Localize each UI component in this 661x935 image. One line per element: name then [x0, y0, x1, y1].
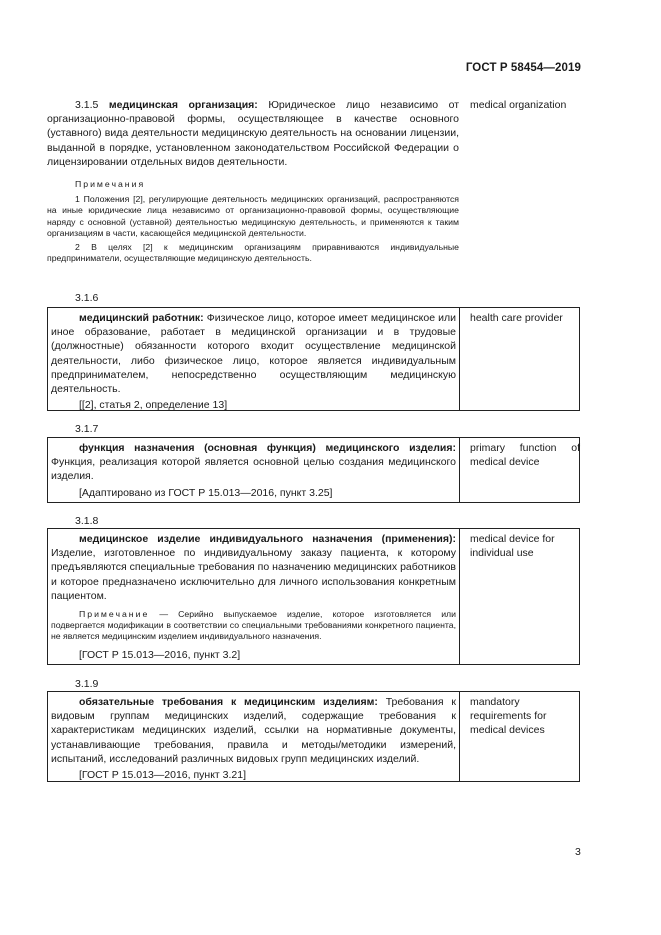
definition-text: Юридическое лицо независимо от организационно-правовой формы, осуществляющее в качестве основного (уставного) вида деятельности медицинскую деятельность на основании лицензии, выданной в порядке, установленном законодательством Российской Федерации о лицензировании отдельных видов деятельности.: [47, 99, 460, 168]
source: [[2], статья 2, определение 13]: [79, 399, 228, 412]
section-3-1-5: [47, 98, 459, 264]
definition-text: Требования к видовым группам медицинских изделий, содержащие требования к характеристикам медицинских изделий, ссылки на нормативные документы, устанавливающие требования, правила и методы/методики измерений, испытаний, исследований различных видовых групп медицинских изделий.: [51, 696, 456, 765]
section-number-3-1-9: 3.1.9: [75, 678, 99, 690]
section-3-1-7: [51, 441, 456, 500]
term: медицинское изделие индивидуального назначения (применения):: [79, 533, 456, 545]
definition-3-1-8: [51, 532, 456, 603]
definition-3-1-6: [51, 311, 456, 396]
note-text: — Серийно выпускаемое изделие, которое изготовляется или подвергается модификации в соответствии со специальными требованиями конкретного пациента, не является медицинским изделием индивидуального назначения.: [51, 609, 456, 642]
english-term-3-1-6: health care provider: [470, 312, 563, 324]
source: [Адаптировано из ГОСТ Р 15.013—2016, пункт 3.25]: [79, 486, 333, 499]
term: функция назначения (основная функция) медицинского изделия:: [79, 442, 456, 454]
standard-header: ГОСТ Р 58454—2019: [465, 62, 581, 74]
definition-3-1-5: [47, 98, 459, 169]
english-term-3-1-8: medical device for individual use: [470, 533, 555, 560]
term: обязательные требования к медицинским изделиям:: [79, 696, 378, 708]
note-label: Примечание: [79, 609, 150, 620]
section-3-1-9: [51, 695, 456, 782]
notes-heading: Примечания: [75, 179, 146, 190]
section-3-1-8: [51, 532, 456, 662]
definition-text: Изделие, изготовленное по индивидуальному заказу пациента, к которому предъявляются специальные требования по назначению медицинских работников и которое предназначено исключительно для личного использования конкретным пациентом.: [51, 547, 456, 602]
definition-3-1-9: [51, 695, 456, 766]
english-term-3-1-5: medical organization: [470, 99, 567, 111]
section-3-1-6: [51, 311, 456, 412]
section-number: 3.1.5: [75, 99, 99, 111]
english-term-3-1-9: mandatory requirements for medical devices: [470, 696, 547, 737]
source: [ГОСТ Р 15.013—2016, пункт 3.2]: [79, 648, 241, 661]
page-number: 3: [575, 846, 581, 858]
term: медицинская организация:: [108, 99, 258, 111]
section-number-3-1-7: 3.1.7: [75, 423, 99, 435]
definition-3-1-7: [51, 441, 456, 484]
term: медицинский работник:: [79, 312, 204, 324]
note-1: 1 Положения [2], регулирующие деятельность медицинских организаций, распространяются на иные юридические лица независимо от организационно-правовой формы, осуществляющие наряду с основной (уставной) деятельностью медицинскую деятельность, и применяются к таким организациям в части, касающейся медицинской деятельности.: [47, 194, 459, 238]
note-2: 2 В целях [2] к медицинским организациям приравниваются индивидуальные предприниматели, осуществляющие медицинскую деятельность.: [47, 242, 459, 264]
note: [51, 609, 456, 643]
source: [ГОСТ Р 15.013—2016, пункт 3.21]: [79, 769, 247, 782]
english-term-3-1-7: primary function of medical device: [470, 442, 580, 469]
definition-text: Функция, реализация которой является основной целью создания медицинского изделия.: [51, 456, 456, 483]
section-number-3-1-6: 3.1.6: [75, 292, 99, 304]
section-number-3-1-8: 3.1.8: [75, 515, 99, 527]
definition-text: Физическое лицо, которое имеет медицинское или иное образование, работает в медицинской организации и в трудовые (должностные) обязанности которого входит осуществление медицинской деятельности, либо физическое лицо, которое является индивидуальным предпринимателем, непосредственно осуществляющим медицинскую деятельность.: [51, 312, 456, 396]
